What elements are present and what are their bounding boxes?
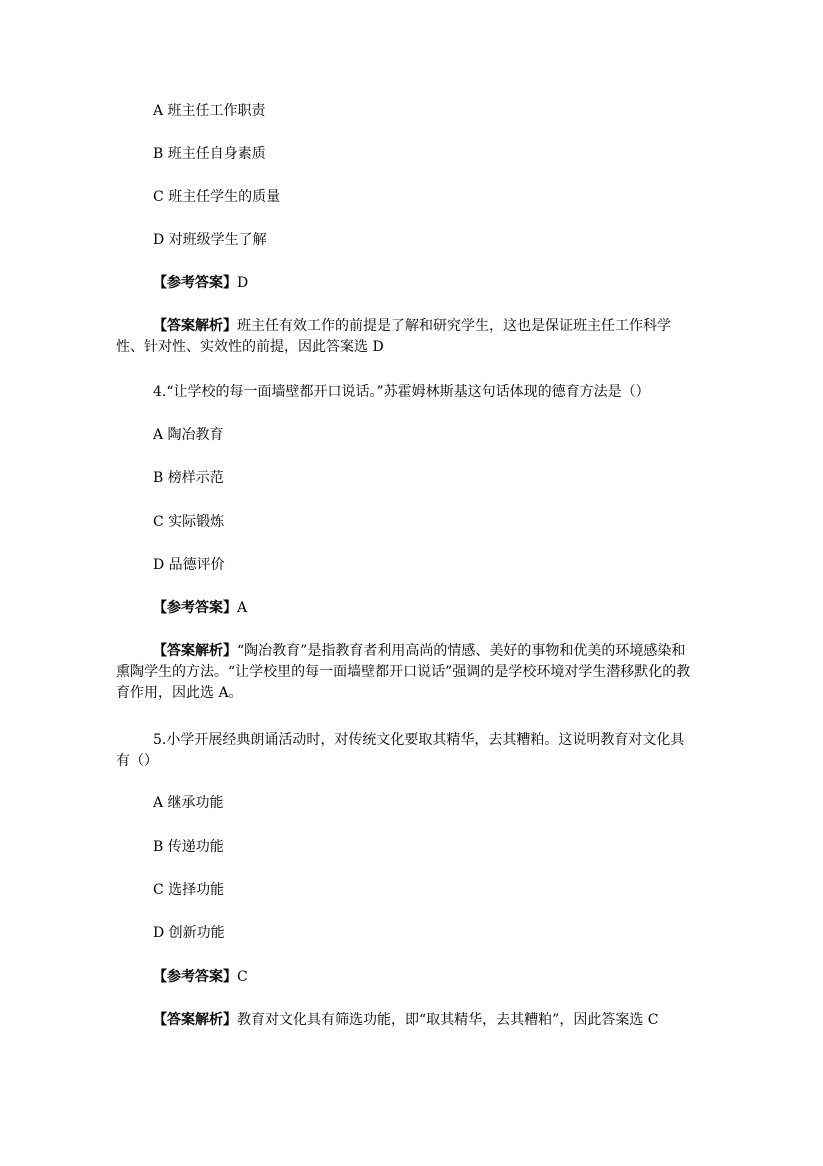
q3-analysis-label: 【答案解析】 [153,318,237,334]
q3-analysis [116,316,696,358]
q5-analysis [116,1010,696,1031]
q5-answer-label: 【参考答案】 [153,969,237,985]
q3-option-b: B 班主任自身素质 [153,146,266,162]
q5-answer [153,967,248,987]
q5-option-d: D 创新功能 [153,925,225,941]
q4-analysis-text: “陶冶教育”是指教育者利用高尚的情感、美好的事物和优美的环境感染和熏陶学生的方法。“让学校里的每一面墙壁都开口说话”强调的是学校环境对学生潜移默化的教育作用，因此选 A。 [116,643,691,701]
q4-analysis [116,641,696,704]
q5-answer-value: C [237,969,248,985]
q3-analysis-text: 班主任有效工作的前提是了解和研究学生，这也是保证班主任工作科学性、针对性、实效性的前提，因此答案选 D [116,318,671,355]
q4-answer-label: 【参考答案】 [153,600,237,616]
q5-option-c: C 选择功能 [153,882,225,898]
q5-analysis-label: 【答案解析】 [153,1012,237,1028]
q5-analysis-text: 教育对文化具有筛选功能，即“取其精华，去其糟粕”，因此答案选 C [237,1012,659,1028]
q5-option-a: A 继承功能 [153,795,224,811]
q4-answer-value: A [237,600,248,616]
q5-question: 5.小学开展经典朗诵活动时，对传统文化要取其精华，去其糟粕。这说明教育对文化具有（） [116,732,685,769]
q4-answer [153,598,247,618]
q4-question: 4.“让学校的每一面墙壁都开口说话。”苏霍姆林斯基这句话体现的德育方法是（） [153,384,650,400]
q4-analysis-label: 【答案解析】 [153,643,237,659]
q3-answer [153,273,248,293]
q4-option-b: B 榜样示范 [153,470,224,486]
q4-option-a: A 陶冶教育 [153,427,224,443]
q3-option-d: D 对班级学生了解 [153,232,267,248]
q3-answer-label: 【参考答案】 [153,275,237,291]
q4-option-d: D 品德评价 [153,557,225,573]
q3-answer-value: D [237,275,249,291]
q3-option-a: A 班主任工作职责 [153,103,266,119]
q4-option-c: C 实际锻炼 [153,514,225,530]
q3-option-c: C 班主任学生的质量 [153,189,281,205]
q5-option-b: B 传递功能 [153,839,224,855]
